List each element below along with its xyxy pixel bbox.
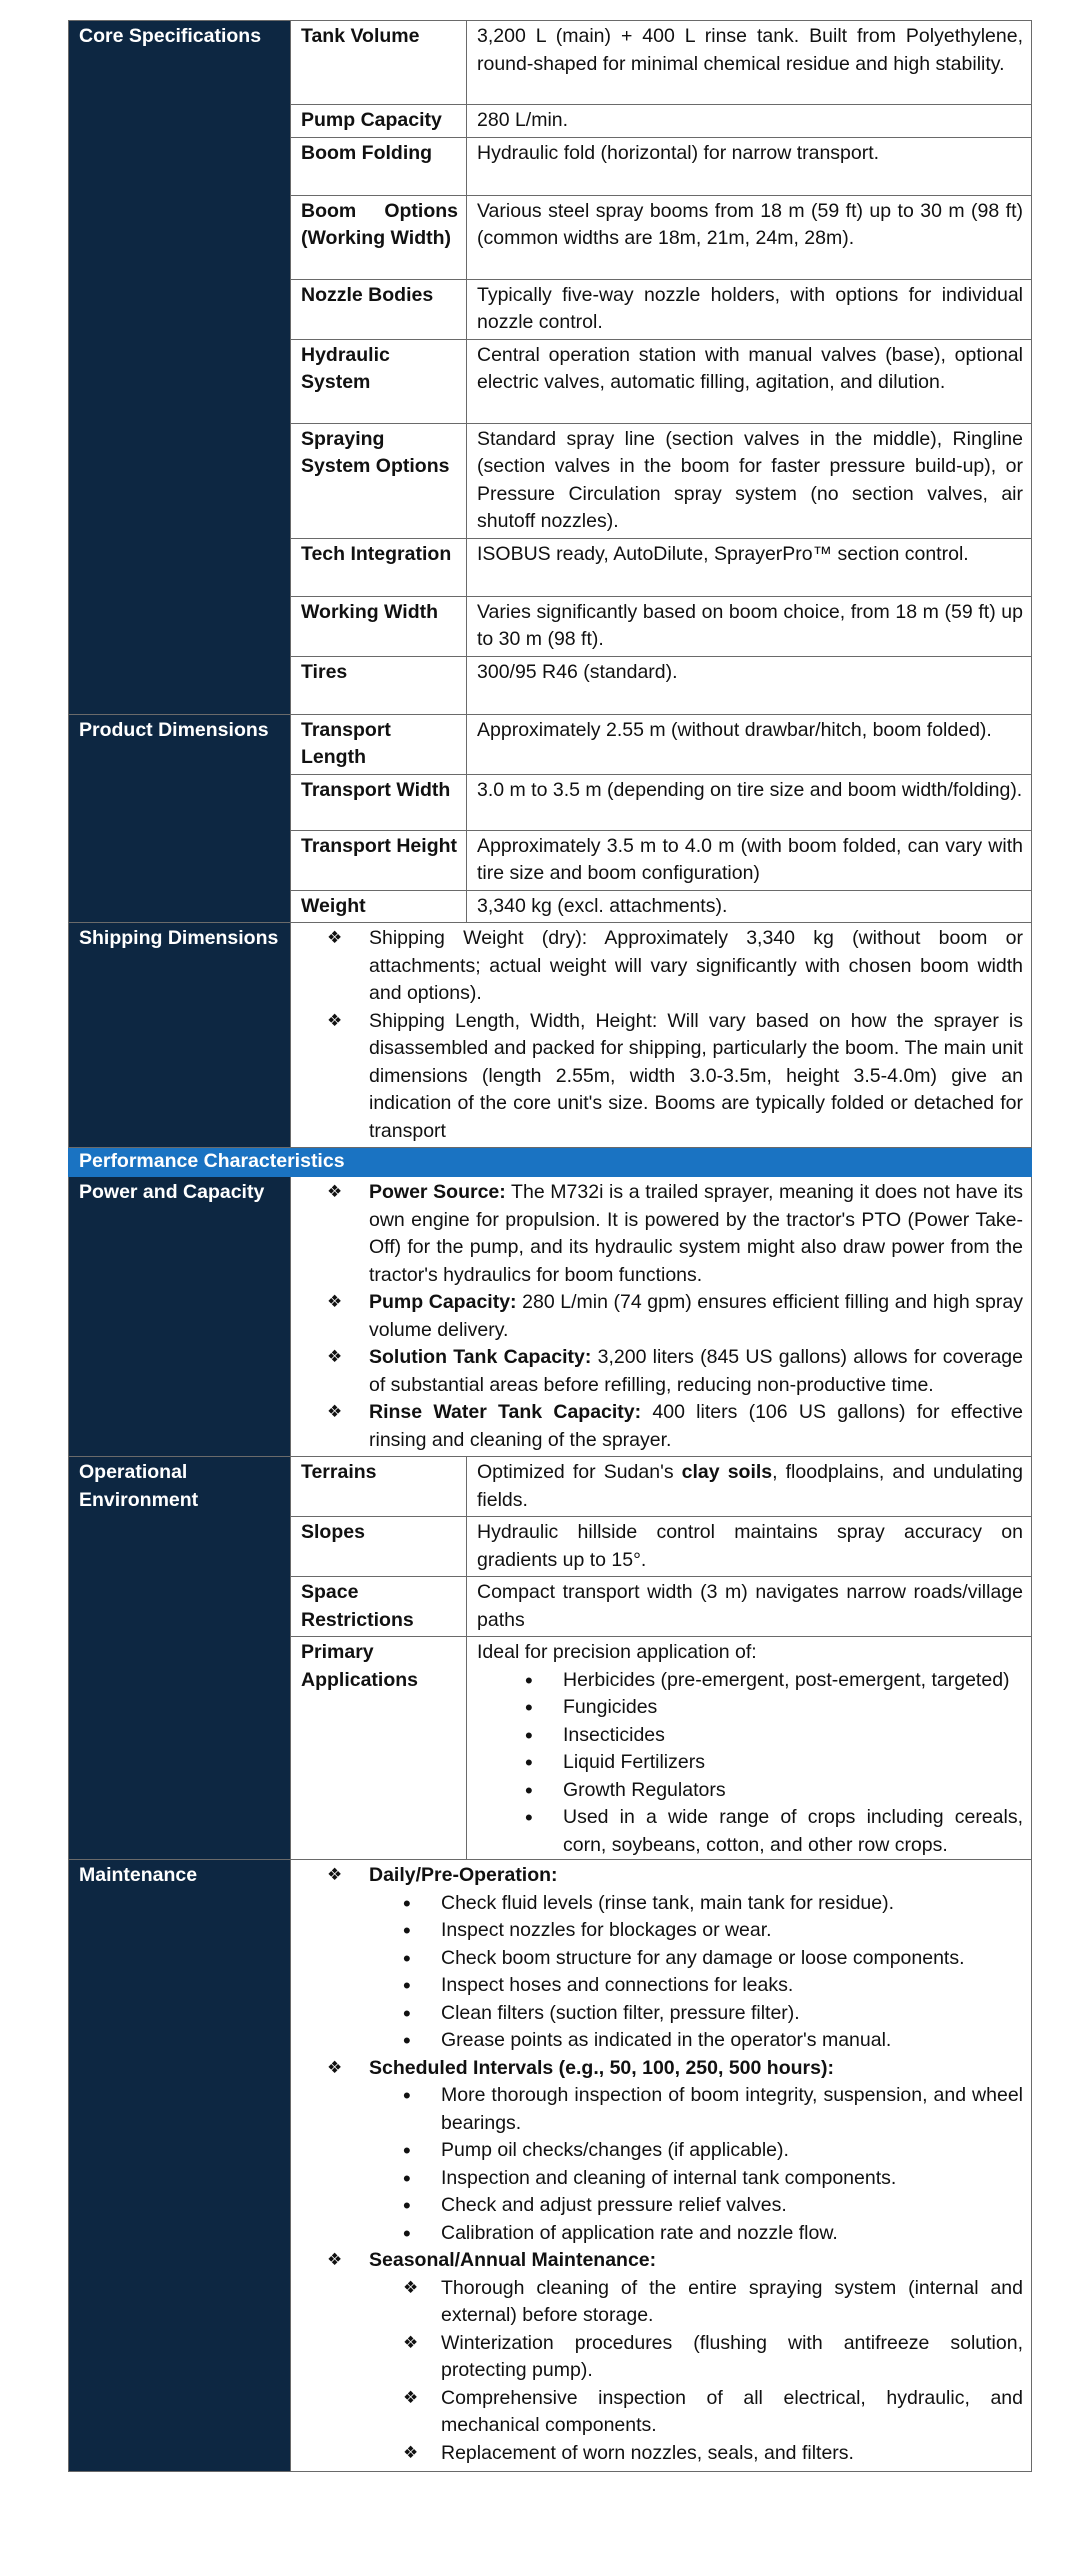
- spec-document: [68, 20, 1032, 2472]
- table-row: [69, 714, 1032, 774]
- list-item: ❖ Winterization procedures (flushing with antifreeze solution, protecting pump).: [441, 2330, 1023, 2385]
- row-label: Working Width: [291, 596, 467, 656]
- table-row: [69, 1860, 1032, 2472]
- row-label: Spraying System Options: [291, 423, 467, 538]
- category-shipping-dimensions: Shipping Dimensions: [69, 923, 291, 1148]
- list-item: • Check fluid levels (rinse tank, main tank for residue).: [441, 1890, 1023, 1918]
- sub-list: [369, 2275, 1023, 2468]
- list-item: [369, 2247, 1023, 2467]
- row-value: Typically five-way nozzle holders, with options for individual nozzle control.: [467, 279, 1032, 339]
- row-label: Hydraulic System: [291, 339, 467, 423]
- row-value: Standard spray line (section valves in the middle), Ringline (section valves in the boom for faster pressure build-up), or Pressure Circulation spray system (no section valves, air shutoff nozzles).: [467, 423, 1032, 538]
- list-item: ❖ Shipping Weight (dry): Approximately 3,340 kg (without boom or attachments; actual weight will vary significantly with chosen boom width and options).: [369, 925, 1023, 1008]
- row-value: Varies significantly based on boom choice, from 18 m (59 ft) up to 30 m (98 ft).: [467, 596, 1032, 656]
- row-label: Space Restrictions: [291, 1577, 467, 1637]
- row-value: ISOBUS ready, AutoDilute, SprayerPro™ section control.: [467, 538, 1032, 596]
- row-value: Central operation station with manual valves (base), optional electric valves, automatic filling, agitation, and dilution.: [467, 339, 1032, 423]
- row-label: Slopes: [291, 1517, 467, 1577]
- list-item: • Grease points as indicated in the operator's manual.: [441, 2027, 1023, 2055]
- row-label: Tank Volume: [291, 21, 467, 105]
- row-value: [467, 1457, 1032, 1517]
- row-value: Hydraulic fold (horizontal) for narrow transport.: [467, 137, 1032, 195]
- row-value: Approximately 2.55 m (without drawbar/hitch, boom folded).: [467, 714, 1032, 774]
- row-value: 3,340 kg (excl. attachments).: [467, 890, 1032, 923]
- row-label: Pump Capacity: [291, 105, 467, 138]
- item-text: 3,200 liters (845 US gallons) allows for coverage of substantial areas before refilling, reducing non-productive time.: [369, 1346, 1023, 1396]
- row-label: Transport Height: [291, 830, 467, 890]
- item-label: Solution Tank Capacity:: [369, 1346, 592, 1368]
- list-item: • Inspect nozzles for blockages or wear.: [441, 1917, 1023, 1945]
- group-title: Seasonal/Annual Maintenance:: [369, 2249, 657, 2271]
- item-label: Power Source:: [369, 1181, 506, 1203]
- category-maintenance: Maintenance: [69, 1860, 291, 2472]
- row-label: Nozzle Bodies: [291, 279, 467, 339]
- applications-intro: Ideal for precision application of:: [477, 1641, 757, 1663]
- list-item: • Pump oil checks/changes (if applicable).: [441, 2137, 1023, 2165]
- list-item: • More thorough inspection of boom integrity, suspension, and wheel bearings.: [441, 2082, 1023, 2137]
- power-list: [315, 1179, 1023, 1454]
- list-item: • Inspect hoses and connections for leaks.: [441, 1972, 1023, 2000]
- list-item: • Fungicides: [563, 1694, 1023, 1722]
- row-label: Tech Integration: [291, 538, 467, 596]
- terrains-text-end: , floodplains, and undulating fields.: [477, 1461, 1023, 1511]
- row-label: Transport Length: [291, 714, 467, 774]
- row-label: Weight: [291, 890, 467, 923]
- sub-list: [369, 1890, 1023, 2055]
- item-label: Pump Capacity:: [369, 1291, 517, 1313]
- group-title: Daily/Pre-Operation:: [369, 1864, 558, 1886]
- group-title: Scheduled Intervals (e.g., 50, 100, 250, 500 hours):: [369, 2056, 834, 2079]
- table-row: [69, 1148, 1032, 1177]
- item-text: The M732i is a trailed sprayer, meaning it does not have its own engine for propulsion. It is powered by the tractor's PTO (Power Take-Off) for the pump, and its hydraulic system might also draw power from the tractor's hydraulics for boom functions.: [369, 1181, 1023, 1286]
- item-text: 400 liters (106 US gallons) for effective rinsing and cleaning of the sprayer.: [369, 1401, 1023, 1451]
- list-item: • Clean filters (suction filter, pressure filter).: [441, 2000, 1023, 2028]
- row-value: Approximately 3.5 m to 4.0 m (with boom folded, can vary with tire size and boom configuration): [467, 830, 1032, 890]
- list-item: • Check boom structure for any damage or loose components.: [441, 1945, 1023, 1973]
- category-core-specifications: Core Specifications: [69, 21, 291, 715]
- table-row: [69, 1177, 1032, 1457]
- sub-list: [369, 2082, 1023, 2247]
- terrains-text: Optimized for Sudan's: [477, 1461, 682, 1483]
- row-value: Compact transport width (3 m) navigates narrow roads/village paths: [467, 1577, 1032, 1637]
- list-item: [369, 1344, 1023, 1399]
- shipping-list: [315, 925, 1023, 1145]
- list-item: [369, 1862, 1023, 2055]
- list-item: • Check and adjust pressure relief valves.: [441, 2192, 1023, 2220]
- applications-list: [477, 1667, 1023, 1860]
- list-item: ❖ Comprehensive inspection of all electrical, hydraulic, and mechanical components.: [441, 2385, 1023, 2440]
- list-item: [369, 1399, 1023, 1454]
- item-text: 280 L/min (74 gpm) ensures efficient filling and high spray volume delivery.: [369, 1291, 1023, 1341]
- table-row: [69, 923, 1032, 1148]
- spec-table: [68, 20, 1032, 2472]
- category-operational-environment: Operational Environment: [69, 1457, 291, 1860]
- list-item: • Growth Regulators: [563, 1777, 1023, 1805]
- list-item: • Liquid Fertilizers: [563, 1749, 1023, 1777]
- list-item: • Calibration of application rate and nozzle flow.: [441, 2220, 1023, 2248]
- table-row: [69, 1457, 1032, 1517]
- list-item: • Insecticides: [563, 1722, 1023, 1750]
- row-label: Boom Folding: [291, 137, 467, 195]
- list-item: • Herbicides (pre-emergent, post-emergent, targeted): [563, 1667, 1023, 1695]
- list-item: ❖ Thorough cleaning of the entire spraying system (internal and external) before storage.: [441, 2275, 1023, 2330]
- item-label: Rinse Water Tank Capacity:: [369, 1401, 642, 1423]
- table-row: [69, 21, 1032, 105]
- list-item: • Used in a wide range of crops including cereals, corn, soybeans, cotton, and other row crops.: [563, 1804, 1023, 1859]
- row-label: Transport Width: [291, 774, 467, 830]
- row-label: Tires: [291, 656, 467, 714]
- terrains-bold: clay soils: [681, 1461, 773, 1483]
- row-value: 300/95 R46 (standard).: [467, 656, 1032, 714]
- row-label: Primary Applications: [291, 1637, 467, 1860]
- row-value: Various steel spray booms from 18 m (59 ft) up to 30 m (98 ft) (common widths are 18m, 21m, 24m, 28m).: [467, 195, 1032, 279]
- list-item: [369, 2055, 1023, 2248]
- category-product-dimensions: Product Dimensions: [69, 714, 291, 923]
- list-item: ❖ Shipping Length, Width, Height: Will vary based on how the sprayer is disassembled and packed for shipping, particularly the boom. The main unit dimensions (length 2.55m, width 3.0-3.5m, height 3.5-4.0m) give an indication of the core unit's size. Booms are typically folded or detached for transport: [369, 1008, 1023, 1146]
- maintenance-list: [315, 1862, 1023, 2467]
- category-power-and-capacity: Power and Capacity: [69, 1177, 291, 1457]
- row-value: 280 L/min.: [467, 105, 1032, 138]
- row-label: Boom Options (Working Width): [291, 195, 467, 279]
- row-label: Terrains: [291, 1457, 467, 1517]
- row-value: Hydraulic hillside control maintains spray accuracy on gradients up to 15°.: [467, 1517, 1032, 1577]
- row-value: [467, 1637, 1032, 1860]
- row-value: 3,200 L (main) + 400 L rinse tank. Built from Polyethylene, round-shaped for minimal chemical residue and high stability.: [467, 21, 1032, 105]
- list-item: • Inspection and cleaning of internal tank components.: [441, 2165, 1023, 2193]
- list-item: [369, 1289, 1023, 1344]
- row-value: 3.0 m to 3.5 m (depending on tire size and boom width/folding).: [467, 774, 1032, 830]
- list-item: ❖ Replacement of worn nozzles, seals, and filters.: [441, 2440, 1023, 2468]
- section-heading-performance: Performance Characteristics: [69, 1148, 1032, 1177]
- list-item: [369, 1179, 1023, 1289]
